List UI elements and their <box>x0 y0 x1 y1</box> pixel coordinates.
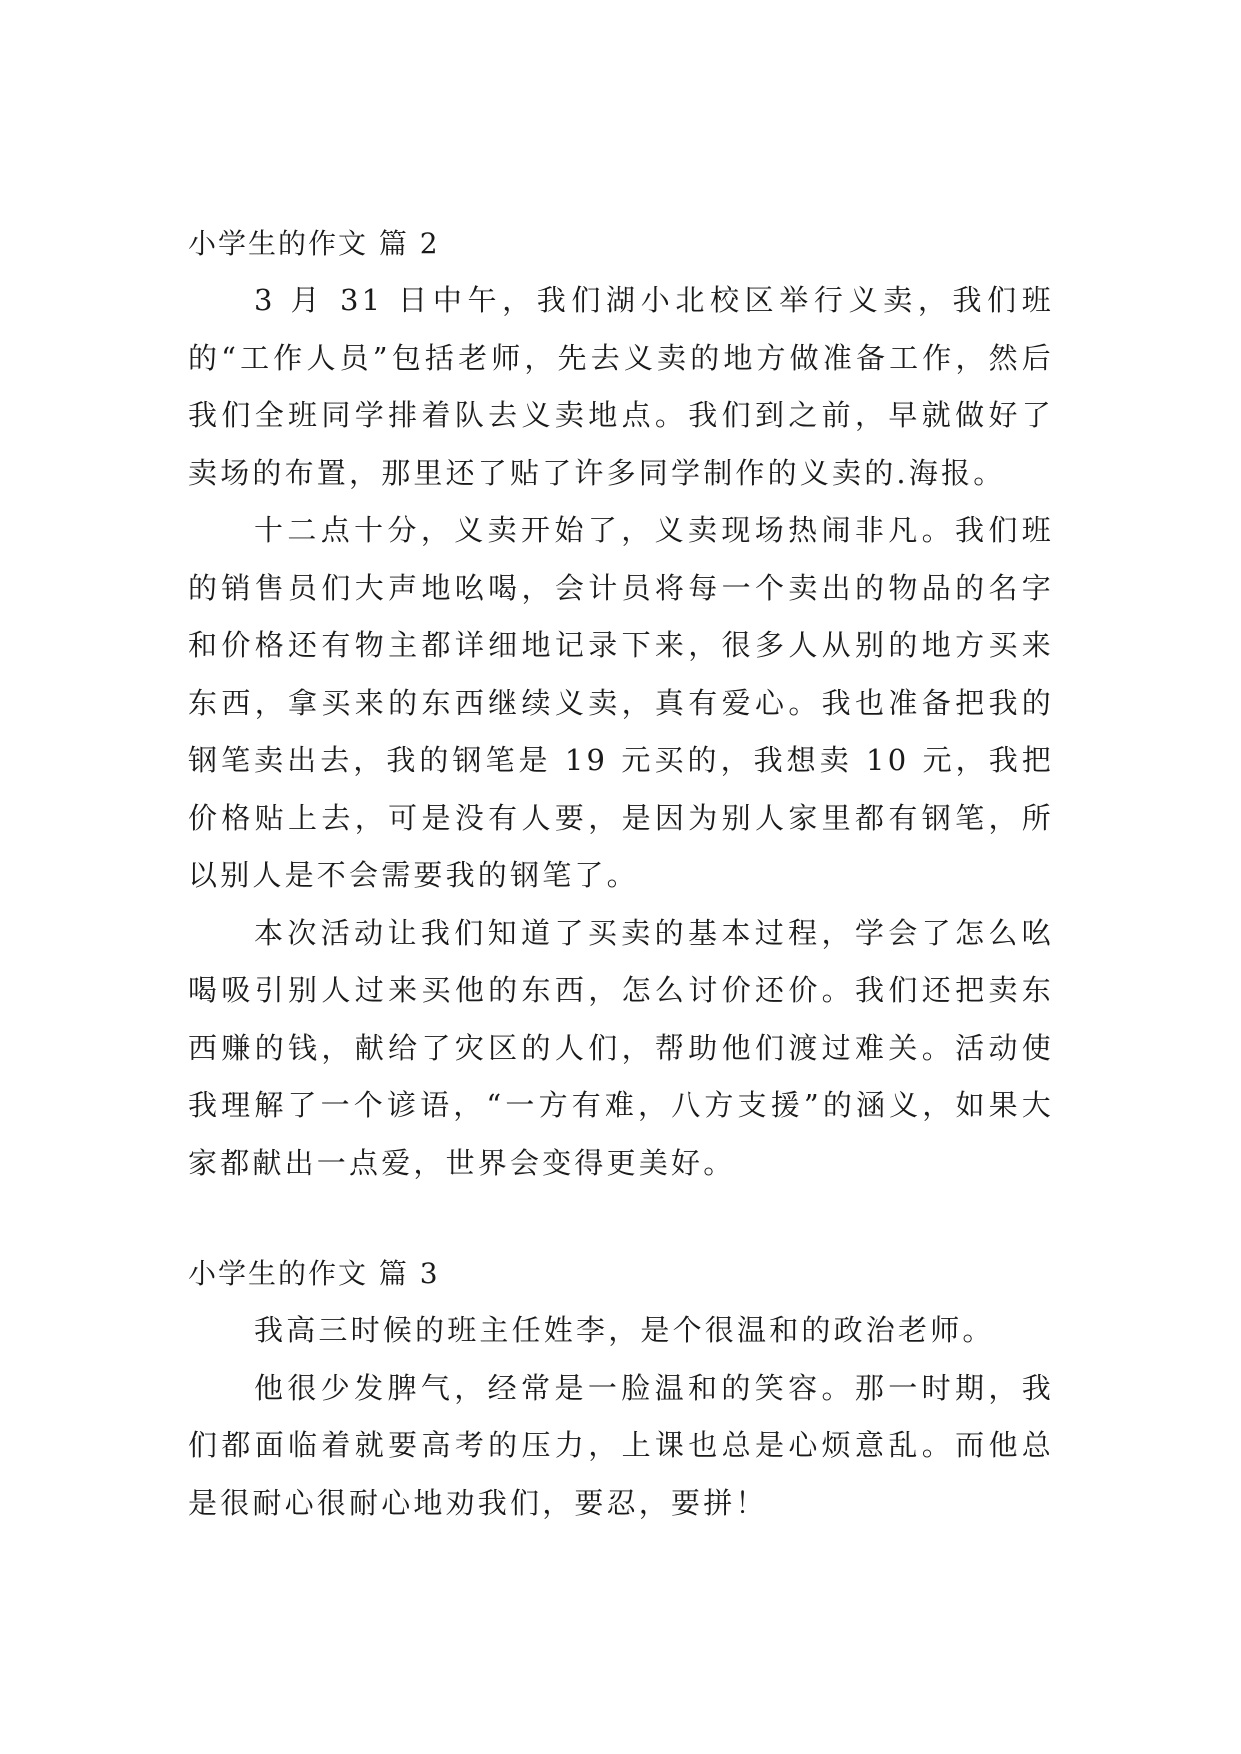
section-heading: 小学生的作文 篇 2 <box>188 227 440 260</box>
section-spacer <box>188 1192 1054 1246</box>
paragraph: 我高三时候的班主任姓李，是个很温和的政治老师。 <box>254 1313 995 1347</box>
document-body <box>188 216 1054 1532</box>
paragraph: 本次活动让我们知道了买卖的基本过程，学会了怎么吆喝吸引别人过来买他的东西，怎么讨价还价。我们还把卖东西赚的钱，献给了灾区的人们，帮助他们渡过难关。活动使我理解了一个谚语，“一方有难，八方支援”的涵义，如果大家都献出一点爱，世界会变得更美好。 <box>188 915 1054 1180</box>
essay-section-2 <box>188 216 1054 1192</box>
paragraph: 他很少发脾气，经常是一脸温和的笑容。那一时期，我们都面临着就要高考的压力，上课也总是心烦意乱。而他总是很耐心很耐心地劝我们，要忍，要拼！ <box>188 1370 1054 1520</box>
section-heading: 小学生的作文 篇 3 <box>188 1257 440 1290</box>
paragraph: 3 月 31 日中午，我们湖小北校区举行义卖，我们班的“工作人员”包括老师，先去义卖的地方做准备工作，然后我们全班同学排着队去义卖地点。我们到之前，早就做好了卖场的布置，那里还了贴了许多同学制作的义卖的.海报。 <box>188 283 1054 490</box>
paragraph: 十二点十分，义卖开始了，义卖现场热闹非凡。我们班的销售员们大声地吆喝，会计员将每一个卖出的物品的名字和价格还有物主都详细地记录下来，很多人从别的地方买来东西，拿买来的东西继续义卖，真有爱心。我也准备把我的钢笔卖出去，我的钢笔是 19 元买的，我想卖 10 元，我把价格贴上去，可是没有人要，是因为别人家里都有钢笔，所以别人是不会需要我的钢笔了。 <box>188 513 1054 892</box>
essay-section-3 <box>188 1246 1054 1532</box>
